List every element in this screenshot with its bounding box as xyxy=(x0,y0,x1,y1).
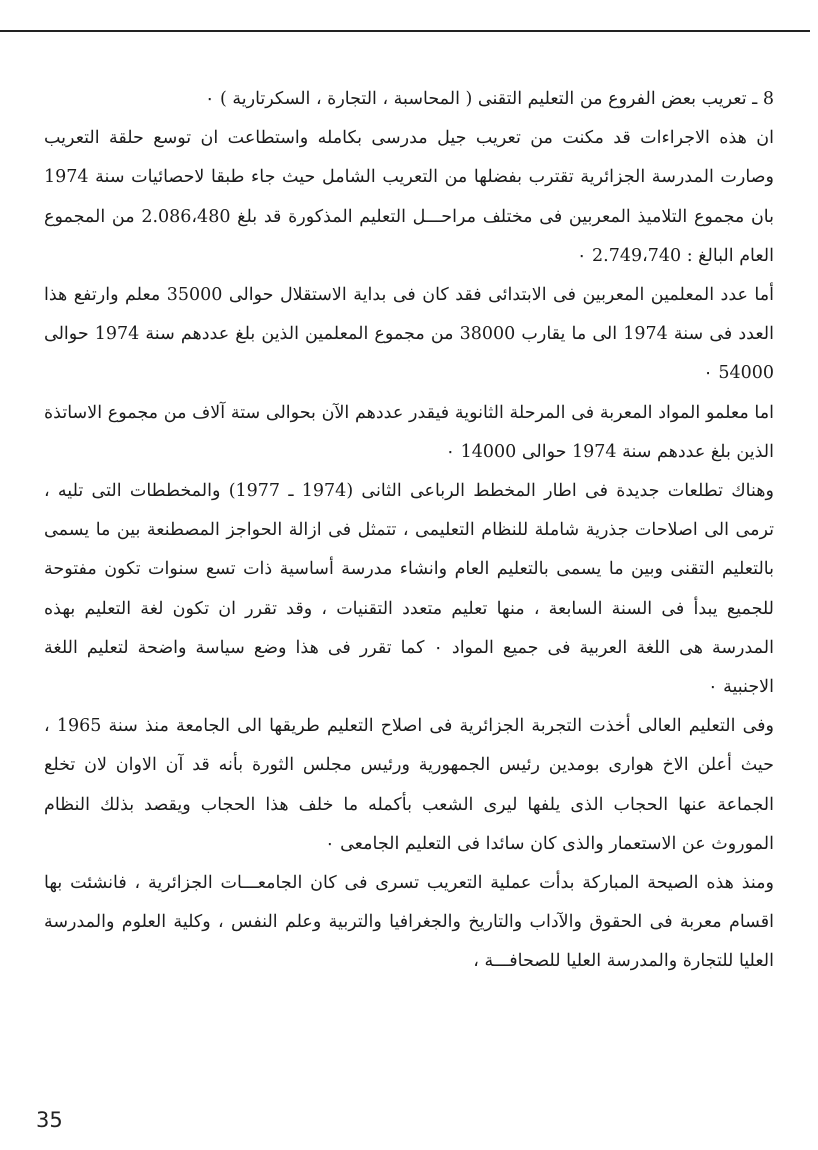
page-number: 35 xyxy=(36,1108,63,1132)
header-rule xyxy=(0,30,810,32)
paragraph: اما معلمو المواد المعربة فى المرحلة الثانوية فيقدر عددهم الآن بحوالى ستة آلاف من مجموع الاساتذة الذين بلغ عددهم سنة 1974 حوالى 14000 ٠ xyxy=(44,402,774,462)
body-text xyxy=(44,80,774,982)
paragraph: وهناك تطلعات جديدة فى اطار المخطط الرباعى الثانى (1974 ـ 1977) والمخططات التى تليه ، ترمى الى اصلاحات جذرية شاملة للنظام التعليمى ، تتمثل فى ازالة الحواجز المصطنعة بين ما يسمى بالتعليم التقنى وبين ما يسمى بالتعليم العام وانشاء مدرسة أساسية ذات تسع سنوات تكون مفتوحة للجميع يبدأ فى السنة السابعة ، منها تعليم متعدد التقنيات ، وقد تقرر ان تكون لغة التعليم بهذه المدرسة هى اللغة العربية فى جميع المواد ٠ كما تقرر فى هذا وضع سياسة واضحة لتعليم اللغة الاجنبية ٠ xyxy=(44,481,774,698)
paragraph: ومنذ هذه الصيحة المباركة بدأت عملية التعريب تسرى فى كان الجامعـــات الجزائرية ، فانشئت بها اقسام معربة فى الحقوق والآداب والتاريخ والجغرافيا والتربية وعلم النفس ، وكلية العلوم والمدرسة العليا للتجارة والمدرسة العليا للصحافـــة ، xyxy=(44,873,774,972)
paragraph: ان هذه الاجراءات قد مكنت من تعريب جيل مدرسى بكامله واستطاعت ان توسع حلقة التعريب وصارت المدرسة الجزائرية تقترب بفضلها من التعريب الشامل حيث جاء طبقا لاحصائيات سنة 1974 بان مجموع التلاميذ المعربين فى مختلف مراحـــل التعليم المذكورة قد بلغ 2.086،480 من المجموع العام البالغ : 2.749،740 ٠ xyxy=(44,128,774,266)
paragraph: 8 ـ تعريب بعض الفروع من التعليم التقنى ( المحاسبة ، التجارة ، السكرتارية ) ٠ xyxy=(205,89,774,109)
paragraph: وفى التعليم العالى أخذت التجربة الجزائرية فى اصلاح التعليم طريقها الى الجامعة منذ سنة 1965 ، حيث أعلن الاخ هوارى بومدين رئيس الجمهورية ورئيس مجلس الثورة بأنه قد آن الاوان لان تخلع الجماعة عنها الحجاب الذى يلفها ليرى الشعب بأكمله ما خلف هذا الحجاب ويقصد بذلك النظام الموروث عن الاستعمار والذى كان سائدا فى التعليم الجامعى ٠ xyxy=(44,716,774,854)
paragraph: أما عدد المعلمين المعربين فى الابتدائى فقد كان فى بداية الاستقلال حوالى 35000 معلم وارتفع هذا العدد فى سنة 1974 الى ما يقارب 38000 من مجموع المعلمين الذين بلغ عددهم سنة 1974 حوالى 54000 ٠ xyxy=(44,285,774,384)
